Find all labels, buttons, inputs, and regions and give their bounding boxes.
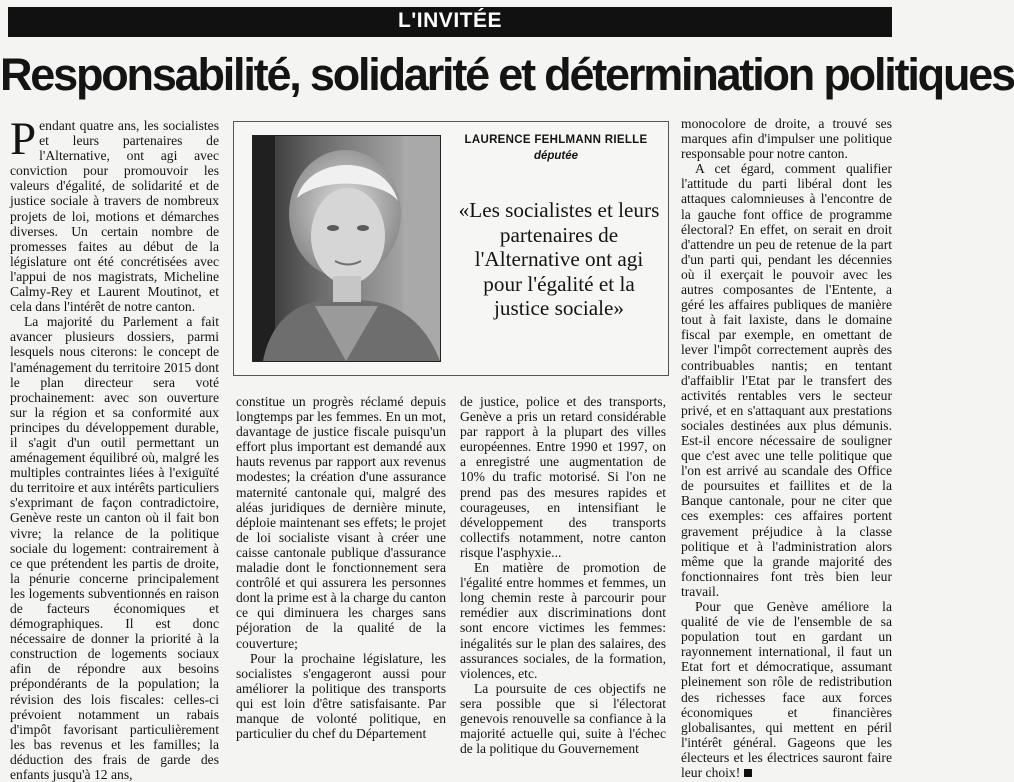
article-column-4 bbox=[681, 116, 892, 780]
author-name: LAURENCE FEHLMANN RIELLE bbox=[464, 134, 648, 146]
article-column-1 bbox=[10, 113, 219, 782]
paragraph: Pour la prochaine législature, les socialistes s'engageront aussi pour améliorer la politique des transports qui est loin d'être satisfaisante. Par manque de volonté politique, en particulier du chef du Département bbox=[236, 650, 446, 742]
paragraph: En matière de promotion de l'égalité entre hommes et femmes, un long chemin reste à parcourir pour remédier aux discriminations dont sont encore victimes les femmes: inégalités sur le plan des salaires, des assurances sociales, de la formation, violences, etc. bbox=[460, 560, 666, 681]
paragraph: de justice, police et des transports, Genève a pris un retard considérable par rapport à la plupart des villes européennes. Entre 1990 et 1997, on a enregistré une augmentation de 10% du trafic motorisé. Si l'on ne prend pas des mesures rapides et courageuses, en intensifiant le développement des transports collectifs notamment, notre canton risque l'asphyxie... bbox=[460, 394, 666, 560]
paragraph: monocolore de droite, a trouvé ses marques afin d'impulser une politique responsable pour notre canton. bbox=[681, 116, 892, 162]
paragraph: La poursuite de ces objectifs ne sera possible que si l'électorat genevois renouvelle sa confiance à la majorité actuelle qui, suite à l'échec de la politique du Gouvernement bbox=[460, 680, 666, 757]
author-photo bbox=[252, 135, 441, 362]
paragraph: La majorité du Parlement a fait avancer plusieurs dossiers, parmi lesquels nous citerons: le concept de l'aménagement du territoire 2015 dont le plan directeur sera voté prochainement: avec son ouverture sur la région et sa conformité aux principes du développement durable, il s'agit d'un outil permettant un aménagement équilibré où, malgré les multiples contraintes liées à l'exiguïté du territoire et aux intérêts particuliers s'exprimant de façon contradictoire, Genève reste un canton où il fait bon vivre; la relance de la politique sociale du logement: contrairement à ce que prétendent les partis de droite, la pénurie concerne principalement les logements subventionnés en raison de facteurs économiques et démographiques. Il est donc nécessaire de donner la priorité à la construction de logements sociaux afin de répondre aux besoins prépondérants de la population; la révision des lois fiscales: celles-ci prévoient notamment un rabais d'impôt favorisant particulièrement les bas revenus et les familles; la déduction des frais de garde des enfants jusqu'à 12 ans, bbox=[10, 314, 219, 782]
article-column-3 bbox=[460, 394, 666, 756]
paragraph: A cet égard, comment qualifier l'attitude du parti libéral dont les attaques calomnieuses à l'encontre de la gauche font office de programme électoral? En effet, on serait en droit d'attendre un peu de retenue de la part d'un parti qui, pendant les décennies où il exerçait le pouvoir avec les autres composantes de l'Entente, a géré les affaires publiques de manière tout à fait laxiste, dans le domaine fiscal par exemple, en omettant de lever l'impôt correctement auprès des contribuables nantis; en tentant d'affaiblir l'Etat par le transfert des activités rentables vers le secteur privé, et en s'attaquant aux prestations sociales destinées aux plus démunis. Est-il encore nécessaire de souligner que c'est avec une telle politique que l'on est arrivé au scandale des Office de poursuites et faillites et de la Banque cantonale, pour ne citer que ces exemples: ces affaires portent gravement préjudice à la classe politique et à l'administration alors même que la grande majorité des fonctionnaires font très bien leur travail. bbox=[681, 161, 892, 599]
end-square-icon bbox=[744, 769, 752, 777]
author-role: députée bbox=[533, 150, 579, 162]
paragraph: Pendant quatre ans, les socialistes et leurs partenaires de l'Alternative, ont agi avec conviction pour promouvoir les valeurs d'égalité, de solidarité et de justice sociale à travers de nombreux projets de loi, motions et démarches diverses. Un certain nombre de promesses faites au début de la législature ont été concrétisées avec l'appui de nos magistrats, Micheline Calmy-Rey et Laurent Moutinot, et cela dans l'intérêt de notre canton. bbox=[10, 113, 219, 315]
pull-quote: «Les socialistes et leurs partenaires de l'Alternative ont agi pour l'égalité et la justice sociale» bbox=[458, 198, 660, 320]
drop-cap: P bbox=[10, 113, 37, 165]
quote-box bbox=[233, 121, 669, 376]
rubric-banner bbox=[8, 7, 892, 37]
article-headline: Responsabilité, solidarité et détermination politiques bbox=[0, 49, 1014, 100]
rubric-label: L'INVITÉE bbox=[397, 9, 502, 32]
paragraph: Pour que Genève améliore la qualité de vie de l'ensemble de sa population tout en gardant un rayonnement international, il faut un Etat fort et démocratique, assumant pleinement son rôle de redistribution des richesses face aux forces économiques et financières globalisantes, qui mettent en péril l'intérêt général. Gageons que les électeurs et les électrices sauront faire leur choix! bbox=[681, 599, 892, 781]
article-column-2 bbox=[236, 394, 446, 741]
paragraph: constitue un progrès réclamé depuis longtemps par les femmes. En un mot, davantage de justice fiscale puisqu'un effort plus important est demandé aux hauts revenus par rapport aux revenus modestes; la création d'une assurance maternité cantonale qui, malgré des aléas juridiques de dernière minute, déploie maintenant ses effets; le projet de loi socialiste visant à créer une caisse cantonale publique d'assurance maladie dont le fonctionnement sera contrôlé et qui assurera les personnes dont la prime est à la charge du canton ce qui diminuera les charges sans péjoration de la qualité de la couverture; bbox=[236, 394, 446, 651]
